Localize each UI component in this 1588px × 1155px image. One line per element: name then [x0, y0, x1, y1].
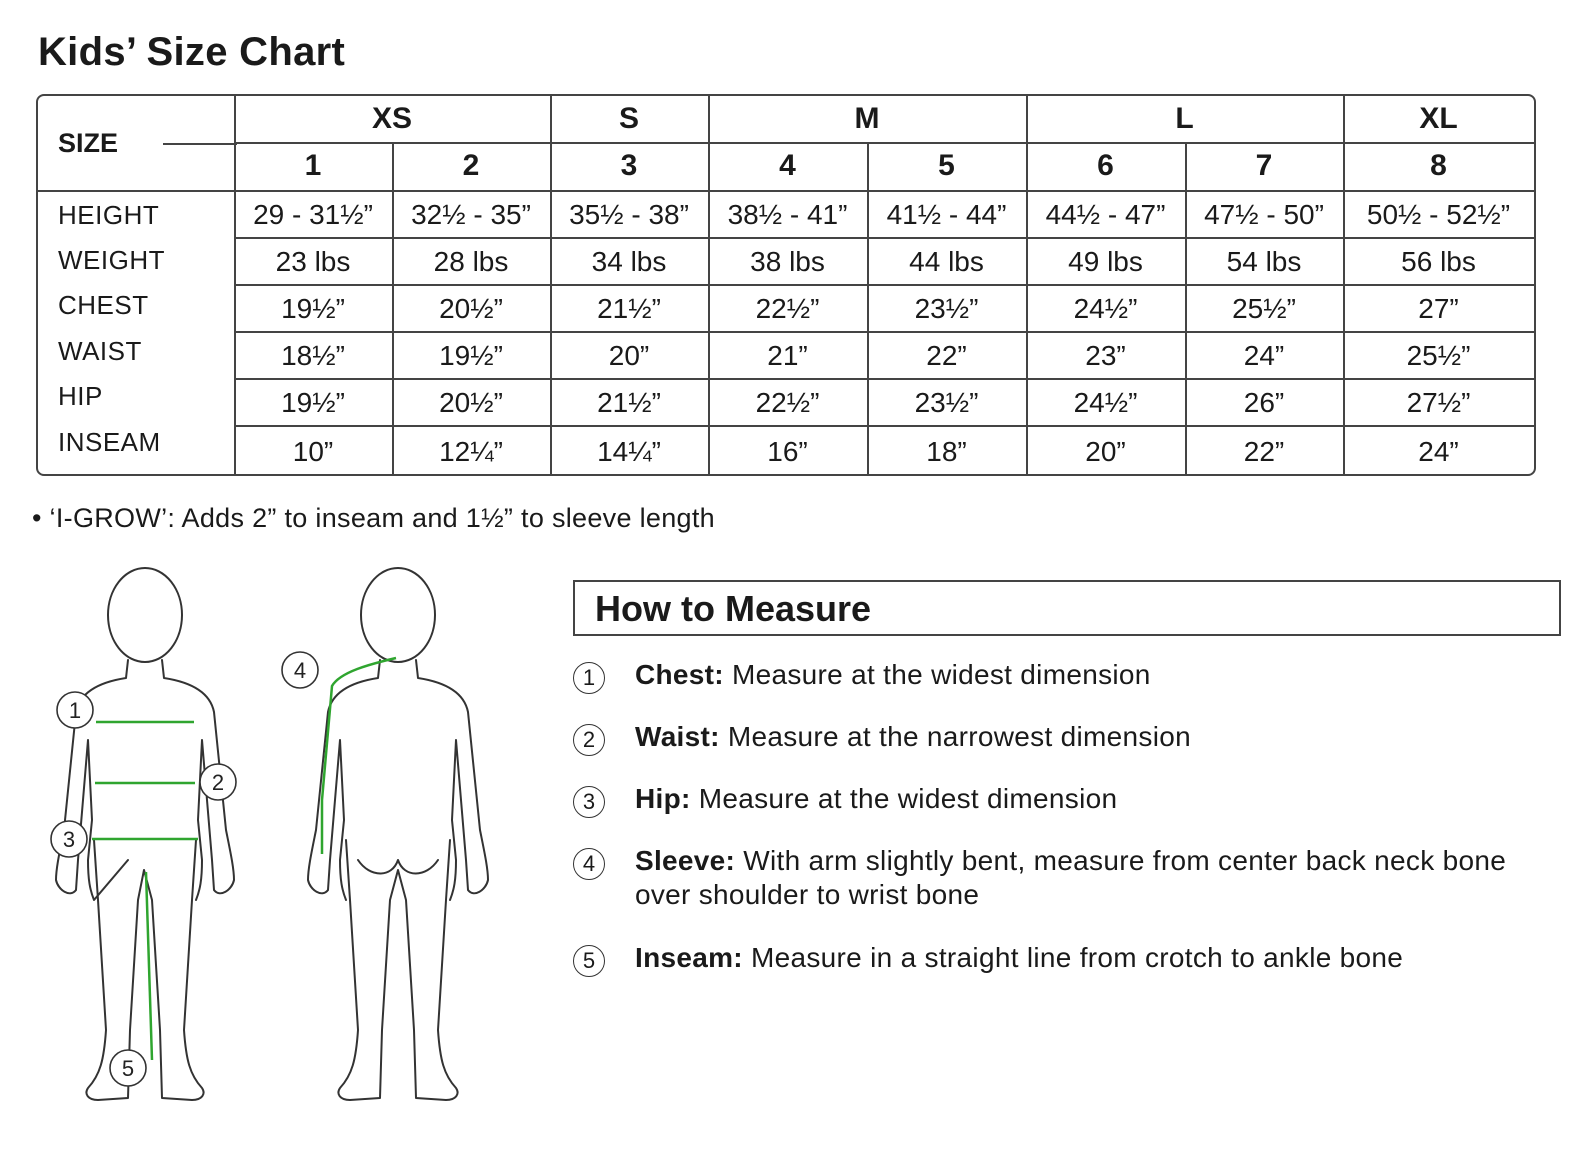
- row-label-weight: WEIGHT: [58, 245, 165, 275]
- table-cell: 38 lbs: [750, 245, 825, 277]
- size-header-label: SIZE: [58, 128, 119, 158]
- table-cell: 14¼”: [597, 435, 661, 467]
- size-number: 1: [304, 149, 322, 182]
- table-cell: 25½”: [1232, 292, 1296, 324]
- svg-text:5: 5: [121, 1056, 135, 1081]
- table-cell: 19½”: [439, 339, 503, 371]
- step-description: With arm slightly bent, measure from center back neck bone over shoulder to wrist bone: [635, 845, 1507, 910]
- step-term: Waist:: [635, 721, 720, 752]
- step-description: Measure at the narrowest dimension: [727, 721, 1191, 752]
- table-cell: 49 lbs: [1068, 245, 1143, 277]
- table-cell: 35½ - 38”: [569, 198, 689, 230]
- back-figure-outline: [308, 568, 488, 1100]
- table-cell: 27½”: [1406, 386, 1471, 418]
- table-cell: 47½ - 50”: [1204, 198, 1324, 230]
- step-term: Inseam:: [635, 942, 743, 973]
- table-cell: 22”: [1243, 435, 1285, 467]
- table-cell: 18”: [926, 435, 967, 467]
- table-cell: 29 - 31½”: [253, 198, 373, 230]
- svg-text:4: 4: [293, 658, 307, 683]
- table-cell: 12¼”: [439, 435, 503, 467]
- table-cell: 27”: [1418, 292, 1459, 324]
- table-cell: 24½”: [1073, 292, 1138, 324]
- step-description: Measure in a straight line from crotch to ankle bone: [751, 942, 1404, 973]
- marker-3: [51, 821, 87, 857]
- page-title: Kids’ Size Chart: [38, 30, 346, 74]
- table-cell: 23½”: [914, 386, 979, 418]
- table-cell: 10”: [292, 435, 334, 467]
- step-number: 3: [573, 786, 605, 818]
- table-cell: 20”: [608, 339, 650, 371]
- table-cell: 23”: [1085, 339, 1126, 371]
- front-figure-measure-lines: [92, 722, 198, 1060]
- table-cell: 41½ - 44”: [886, 198, 1007, 230]
- size-group-5: XL: [1419, 102, 1458, 135]
- i-grow-note: • ‘I-GROW’: Adds 2” to inseam and 1½” to sleeve length: [32, 503, 715, 533]
- table-cell: 23½”: [914, 292, 979, 324]
- table-cell: 20”: [1085, 435, 1126, 467]
- size-number: 5: [938, 149, 955, 182]
- table-cell: 24”: [1243, 339, 1285, 371]
- table-cell: 21”: [767, 339, 808, 371]
- table-cell: 18½”: [281, 339, 345, 371]
- size-group-3: M: [854, 102, 880, 135]
- table-cell: 19½”: [281, 292, 345, 324]
- table-cell: 20½”: [439, 386, 503, 418]
- how-to-measure-title: How to Measure: [595, 588, 872, 629]
- table-cell: 19½”: [281, 386, 345, 418]
- row-label-height: HEIGHT: [58, 200, 160, 230]
- marker-5: [110, 1050, 146, 1086]
- size-group-1: XS: [371, 102, 413, 135]
- marker-1: [57, 692, 93, 728]
- size-number: 6: [1097, 149, 1114, 182]
- row-label-chest: CHEST: [58, 290, 149, 320]
- svg-text:2: 2: [211, 770, 225, 795]
- table-cell: 38½ - 41”: [727, 198, 848, 230]
- size-number: 2: [462, 149, 480, 182]
- how-to-measure-header: [573, 580, 1561, 636]
- step-term: Sleeve:: [635, 845, 736, 876]
- size-table: [36, 94, 1536, 476]
- table-cell: 26”: [1243, 386, 1285, 418]
- size-number: 7: [1255, 149, 1273, 182]
- table-cell: 20½”: [439, 292, 503, 324]
- table-cell: 28 lbs: [433, 245, 509, 277]
- table-cell: 22”: [926, 339, 967, 371]
- step-number: 2: [573, 724, 605, 756]
- size-number: 4: [779, 149, 796, 182]
- table-cell: 44 lbs: [909, 245, 984, 277]
- size-group-2: S: [618, 102, 639, 135]
- table-cell: 32½ - 35”: [411, 198, 531, 230]
- step-description: Measure at the widest dimension: [698, 783, 1118, 814]
- table-cell: 21½”: [597, 292, 661, 324]
- table-cell: 56 lbs: [1401, 245, 1476, 277]
- size-number: 8: [1430, 149, 1447, 182]
- table-cell: 22½”: [755, 386, 820, 418]
- table-cell: 22½”: [755, 292, 820, 324]
- size-number: 3: [620, 149, 638, 182]
- step-number: 4: [573, 848, 605, 880]
- svg-text:1: 1: [68, 698, 82, 723]
- table-cell: 24”: [1418, 435, 1459, 467]
- size-header-rule: [163, 143, 237, 145]
- step-description: Measure at the widest dimension: [732, 659, 1151, 690]
- svg-text:3: 3: [62, 827, 76, 852]
- step-number: 1: [573, 662, 605, 694]
- table-cell: 44½ - 47”: [1045, 198, 1166, 230]
- table-cell: 21½”: [597, 386, 661, 418]
- table-cell: 16”: [767, 435, 808, 467]
- step-term: Chest:: [635, 659, 724, 690]
- size-group-4: L: [1175, 102, 1194, 135]
- marker-4: [282, 652, 318, 688]
- row-label-inseam: INSEAM: [58, 427, 161, 457]
- table-cell: 23 lbs: [275, 245, 351, 277]
- row-label-waist: WAIST: [58, 336, 142, 366]
- table-cell: 50½ - 52½”: [1366, 198, 1511, 230]
- table-cell: 34 lbs: [591, 245, 667, 277]
- marker-2: [200, 764, 236, 800]
- step-term: Hip:: [635, 783, 691, 814]
- step-number: 5: [573, 945, 605, 977]
- measurement-figures: [40, 560, 530, 1120]
- row-label-hip: HIP: [58, 381, 103, 411]
- table-cell: 54 lbs: [1226, 245, 1302, 277]
- table-cell: 24½”: [1073, 386, 1138, 418]
- table-cell: 25½”: [1406, 339, 1471, 371]
